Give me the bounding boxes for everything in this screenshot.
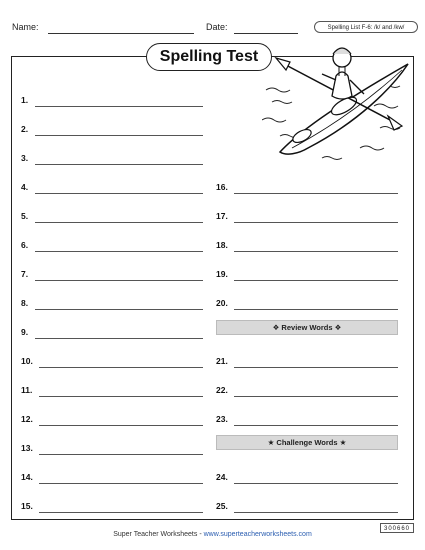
answer-line[interactable] — [234, 251, 398, 252]
spelling-list-badge: Spelling List F-6: /k/ and /kw/ — [314, 21, 418, 33]
answer-row-5[interactable] — [21, 211, 203, 223]
answer-line[interactable] — [35, 135, 203, 136]
answer-row-12[interactable] — [21, 414, 203, 426]
date-label: Date: — [206, 22, 228, 32]
answer-line[interactable] — [35, 251, 203, 252]
answer-line[interactable] — [39, 512, 203, 513]
name-label-group — [12, 22, 39, 32]
item-number: 8. — [21, 298, 29, 308]
answer-line[interactable] — [35, 164, 203, 165]
answer-line[interactable] — [39, 396, 203, 397]
answer-line[interactable] — [39, 483, 203, 484]
item-number: 11. — [21, 385, 33, 395]
name-label: Name: — [12, 22, 39, 32]
footer-separator: - — [197, 531, 204, 538]
answer-row-18[interactable] — [216, 240, 398, 252]
answer-row-4[interactable] — [21, 182, 203, 194]
item-number: 16. — [216, 182, 228, 192]
answer-row-8[interactable] — [21, 298, 203, 310]
item-number: 9. — [21, 327, 29, 337]
answer-line[interactable] — [35, 222, 203, 223]
item-number: 17. — [216, 211, 228, 221]
answer-row-2[interactable] — [21, 124, 203, 136]
answer-row-6[interactable] — [21, 240, 203, 252]
item-number: 12. — [21, 414, 33, 424]
answer-row-11[interactable] — [21, 385, 203, 397]
item-number: 3. — [21, 153, 29, 163]
answer-line[interactable] — [39, 367, 203, 368]
answer-line[interactable] — [234, 222, 398, 223]
item-number: 4. — [21, 182, 29, 192]
item-number: 21. — [216, 356, 228, 366]
item-number: 24. — [216, 472, 228, 482]
item-number: 22. — [216, 385, 228, 395]
answer-row-21[interactable] — [216, 356, 398, 368]
item-number: 15. — [21, 501, 33, 511]
answer-line[interactable] — [234, 483, 398, 484]
answer-row-22[interactable] — [216, 385, 398, 397]
footer-brand: Super Teacher Worksheets — [113, 531, 198, 538]
page-title: Spelling Test — [146, 43, 272, 71]
item-number: 7. — [21, 269, 29, 279]
item-number: 6. — [21, 240, 29, 250]
answer-line[interactable] — [39, 454, 203, 455]
item-number: 25. — [216, 501, 228, 511]
answer-row-3[interactable] — [21, 153, 203, 165]
answer-line[interactable] — [35, 193, 203, 194]
answer-row-20[interactable] — [216, 298, 398, 310]
kayaker-illustration — [262, 36, 412, 166]
item-number: 10. — [21, 356, 33, 366]
footer-url[interactable]: www.superteacherworksheets.com — [203, 531, 312, 538]
answer-row-19[interactable] — [216, 269, 398, 281]
item-number: 13. — [21, 443, 33, 453]
item-number: 14. — [21, 472, 33, 482]
answer-line[interactable] — [234, 309, 398, 310]
answer-row-25[interactable] — [216, 501, 398, 513]
answer-row-16[interactable] — [216, 182, 398, 194]
item-number: 23. — [216, 414, 228, 424]
footer — [0, 531, 425, 538]
answer-line[interactable] — [39, 425, 203, 426]
worksheet-code: 300660 — [380, 523, 414, 533]
answer-row-10[interactable] — [21, 356, 203, 368]
item-number: 20. — [216, 298, 228, 308]
item-number: 19. — [216, 269, 228, 279]
item-number: 2. — [21, 124, 29, 134]
answer-line[interactable] — [35, 280, 203, 281]
answer-line[interactable] — [234, 367, 398, 368]
answer-row-9[interactable] — [21, 327, 203, 339]
answer-line[interactable] — [35, 106, 203, 107]
answer-row-17[interactable] — [216, 211, 398, 223]
answer-line[interactable] — [234, 425, 398, 426]
answer-row-23[interactable] — [216, 414, 398, 426]
challenge-words-header: ★ Challenge Words ★ — [216, 435, 398, 450]
answer-line[interactable] — [35, 309, 203, 310]
answer-line[interactable] — [234, 193, 398, 194]
review-words-header: ❖ Review Words ❖ — [216, 320, 398, 335]
answer-row-14[interactable] — [21, 472, 203, 484]
answer-row-13[interactable] — [21, 443, 203, 455]
date-label-group — [206, 22, 228, 32]
answer-line[interactable] — [234, 512, 398, 513]
item-number: 18. — [216, 240, 228, 250]
answer-line[interactable] — [234, 280, 398, 281]
date-field[interactable] — [234, 33, 298, 34]
answer-line[interactable] — [234, 396, 398, 397]
name-field[interactable] — [48, 33, 194, 34]
item-number: 1. — [21, 95, 29, 105]
answer-row-24[interactable] — [216, 472, 398, 484]
answer-row-15[interactable] — [21, 501, 203, 513]
answer-row-7[interactable] — [21, 269, 203, 281]
item-number: 5. — [21, 211, 29, 221]
answer-row-1[interactable] — [21, 95, 203, 107]
answer-line[interactable] — [35, 338, 203, 339]
